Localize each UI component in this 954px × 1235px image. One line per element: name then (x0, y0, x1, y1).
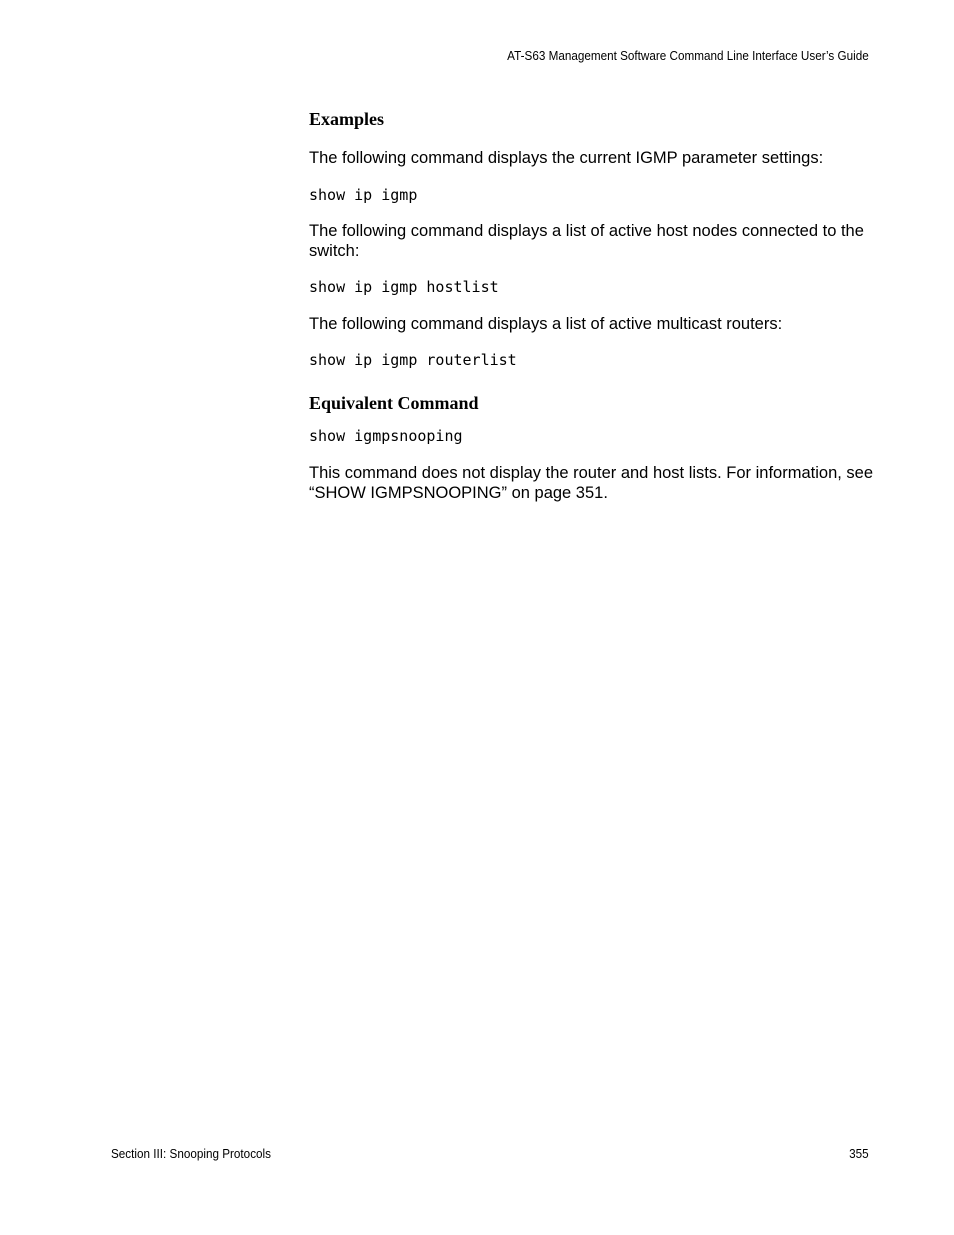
equivalent-command: show igmpsnooping (309, 427, 463, 445)
equivalent-note: This command does not display the router and host lists. For information, see “SHOW IGMPSNOOPING” on page 351. (309, 464, 874, 502)
example-2-description: The following command displays a list of active host nodes connected to the switch: (309, 222, 864, 260)
example-1-command: show ip igmp (309, 186, 418, 204)
equivalent-command-heading: Equivalent Command (309, 393, 479, 413)
example-2-command: show ip igmp hostlist (309, 278, 499, 296)
example-1-description: The following command displays the current IGMP parameter settings: (309, 149, 824, 167)
footer-page-number: 355 (849, 1146, 869, 1161)
running-header: AT-S63 Management Software Command Line Interface User’s Guide (507, 48, 869, 63)
example-3-command: show ip igmp routerlist (309, 351, 517, 369)
footer-section-title: Section III: Snooping Protocols (111, 1146, 272, 1161)
examples-heading: Examples (309, 109, 385, 129)
example-3-description: The following command displays a list of active multicast routers: (309, 315, 783, 333)
page-content (309, 106, 874, 503)
